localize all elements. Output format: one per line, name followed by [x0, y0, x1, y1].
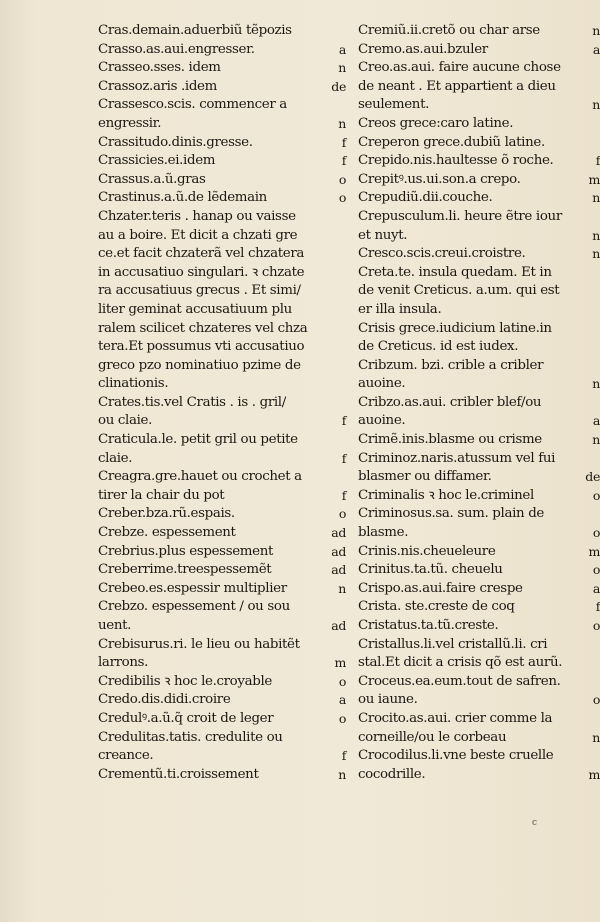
footer-mark: c — [532, 818, 538, 828]
text-line — [358, 598, 600, 617]
grammar-tag: f — [595, 153, 600, 169]
entry-text: Crassoz.aris .idem — [98, 78, 217, 94]
entry-text: greco pzo nominatiuo pzime de — [98, 357, 301, 373]
entry-text: Crimẽ.inis.blasme ou crisme — [358, 432, 542, 448]
text-line — [358, 394, 594, 413]
text-line — [358, 487, 600, 506]
text-line — [358, 320, 594, 339]
entry-text: auoine. — [358, 376, 406, 392]
text-line — [98, 468, 346, 487]
entry-text: de neant . Et appartient a dieu — [358, 78, 556, 94]
entry-text: Crepido.nis.haultesse õ roche. — [358, 153, 554, 169]
grammar-tag: n — [592, 376, 600, 392]
entry-text: engressir. — [98, 115, 162, 131]
grammar-tag: n — [592, 432, 600, 448]
entry-text: Crisis grece.iudicium latine.in — [358, 320, 552, 336]
entry-text: Crinitus.ta.tũ. cheuelu — [358, 562, 503, 578]
entry-text: Cremiũ.ii.cretõ ou char arse — [358, 23, 540, 38]
text-line — [358, 505, 594, 524]
text-line — [98, 691, 346, 710]
grammar-tag: a — [592, 413, 600, 429]
text-line — [358, 152, 600, 171]
text-line — [98, 96, 346, 115]
grammar-tag: f — [341, 748, 346, 764]
grammar-tag: m — [588, 171, 600, 187]
entry-text: corneille/ou le corbeau — [358, 729, 507, 745]
text-line — [98, 375, 346, 394]
text-line — [98, 301, 346, 320]
entry-text: stal.Et dicit a crisis qõ est aurũ. — [358, 655, 563, 671]
text-line — [98, 78, 346, 97]
entry-text: ou claie. — [98, 413, 153, 429]
grammar-tag: f — [341, 487, 346, 503]
entry-text: Crocito.as.aui. crier comme la — [358, 710, 553, 726]
entry-text: Credo.dis.didi.croire — [98, 692, 231, 708]
text-line — [358, 357, 594, 376]
text-line — [358, 729, 600, 748]
entry-text: larrons. — [98, 655, 149, 671]
text-line — [358, 96, 600, 115]
entry-text: blasmer ou diffamer. — [358, 469, 492, 485]
text-line — [98, 264, 346, 283]
grammar-tag: f — [341, 153, 346, 169]
text-line — [98, 357, 346, 376]
entry-text: Creagra.gre.hauet ou crochet a — [98, 469, 302, 485]
grammar-tag: m — [588, 543, 600, 559]
text-line — [98, 673, 346, 692]
entry-text: Cremo.as.aui.bzuler — [358, 41, 488, 57]
grammar-tag: o — [592, 562, 600, 578]
entry-text: clinationis. — [98, 376, 169, 392]
grammar-tag: de — [331, 78, 346, 94]
grammar-tag: o — [338, 673, 346, 689]
text-line — [98, 487, 346, 506]
text-line — [358, 450, 594, 469]
text-line — [98, 710, 346, 729]
text-line — [358, 691, 600, 710]
text-line — [98, 22, 346, 41]
grammar-tag: m — [588, 766, 600, 782]
entry-text: Credulitas.tatis. credulite ou — [98, 729, 283, 745]
entry-text: seulement. — [358, 97, 430, 113]
text-line — [98, 654, 346, 673]
entry-text: Crementũ.ti.croissement — [98, 766, 259, 782]
text-line — [358, 747, 594, 766]
grammar-tag: a — [338, 41, 346, 57]
entry-text: Crebzo. espessement / ou sou — [98, 599, 290, 615]
text-line — [358, 710, 594, 729]
text-line — [98, 171, 346, 190]
entry-text: Crastinus.a.ũ.de lẽdemain — [98, 190, 267, 206]
text-line — [358, 524, 600, 543]
entry-text: Crassesco.scis. commencer a — [98, 97, 287, 113]
text-line — [358, 543, 600, 562]
text-line — [98, 134, 346, 153]
text-line — [98, 617, 346, 636]
grammar-tag: n — [592, 23, 600, 38]
entry-text: ra accusatiuus grecus . Et simi/ — [98, 283, 301, 299]
text-line — [358, 264, 594, 283]
entry-text: Crasseo.sses. idem — [98, 60, 221, 76]
text-line — [98, 766, 346, 785]
grammar-tag: ad — [331, 562, 346, 578]
entry-text: Crassitudo.dinis.gresse. — [98, 134, 253, 150]
entry-text: Credulꝰ.a.ũ.q̃ croit de leger — [98, 710, 274, 726]
text-line — [98, 41, 346, 60]
entry-text: claie. — [98, 450, 133, 466]
entry-text: Crates.tis.vel Cratis . is . gril/ — [98, 394, 286, 410]
text-line — [98, 208, 346, 227]
entry-text: Creta.te. insula quedam. Et in — [358, 264, 552, 280]
text-line — [98, 189, 346, 208]
entry-text: in accusatiuo singulari. ꝛ chzate — [98, 264, 305, 280]
entry-text: Cribzo.as.aui. cribler blef/ou — [358, 394, 542, 410]
entry-text: Crispo.as.aui.faire crespe — [358, 580, 523, 596]
entry-text: Crassus.a.ũ.gras — [98, 171, 206, 187]
grammar-tag: f — [595, 599, 600, 615]
text-line — [358, 412, 600, 431]
grammar-tag: o — [592, 618, 600, 633]
entry-text: Creos grece:caro latine. — [358, 115, 514, 131]
entry-text: et nuyt. — [358, 227, 408, 243]
grammar-tag: ad — [331, 525, 346, 541]
grammar-tag: o — [338, 506, 346, 522]
text-line — [358, 245, 600, 264]
text-line — [358, 59, 594, 78]
grammar-tag: o — [338, 171, 346, 187]
grammar-tag: o — [592, 487, 600, 503]
text-line — [358, 227, 600, 246]
entry-text: liter geminat accusatiuum plu — [98, 301, 292, 317]
grammar-tag: n — [592, 227, 600, 243]
entry-text: ou iaune. — [358, 692, 418, 708]
entry-text: Cristatus.ta.tũ.creste. — [358, 618, 499, 633]
entry-text: Creber.bza.rũ.espais. — [98, 506, 235, 522]
entry-text: blasme. — [358, 525, 409, 541]
grammar-tag: ad — [331, 543, 346, 559]
text-line — [98, 431, 346, 450]
text-line — [358, 636, 594, 655]
grammar-tag: n — [592, 97, 600, 113]
entry-text: Chzater.teris . hanap ou vaisse — [98, 208, 296, 224]
grammar-tag: o — [338, 710, 346, 726]
text-line — [358, 673, 594, 692]
entry-text: de Creticus. id est iudex. — [358, 339, 519, 355]
entry-text: creance. — [98, 748, 154, 764]
entry-text: Cras.demain.aduerbiũ tẽpozis — [98, 23, 292, 38]
entry-text: Creberrime.treespessemẽt — [98, 562, 272, 578]
text-line — [98, 338, 346, 357]
text-line — [98, 152, 346, 171]
text-line — [98, 227, 346, 246]
entry-text: tera.Et possumus vti accusatiuo — [98, 339, 305, 355]
text-line — [358, 468, 600, 487]
text-line — [98, 505, 346, 524]
entry-text: Crepitꝰ.us.ui.son.a crepo. — [358, 171, 521, 187]
text-line — [98, 636, 346, 655]
grammar-tag: o — [592, 692, 600, 708]
text-line — [98, 598, 346, 617]
entry-text: Creperon grece.dubiũ latine. — [358, 134, 545, 150]
text-line — [98, 115, 346, 134]
entry-text: Crista. ste.creste de coq — [358, 599, 515, 615]
entry-text: Creo.as.aui. faire aucune chose — [358, 60, 561, 76]
text-line — [358, 431, 600, 450]
text-line — [358, 189, 600, 208]
text-line — [358, 115, 594, 134]
entry-text: ralem scilicet chzateres vel chza — [98, 320, 308, 336]
entry-text: Crasso.as.aui.engresser. — [98, 41, 255, 57]
text-line — [358, 561, 600, 580]
entry-text: Craticula.le. petit gril ou petite — [98, 432, 298, 448]
text-line — [358, 22, 600, 41]
entry-text: auoine. — [358, 413, 406, 429]
entry-text: Credibilis ꝛ hoc le.croyable — [98, 673, 272, 689]
grammar-tag: f — [341, 413, 346, 429]
grammar-tag: m — [334, 655, 346, 671]
entry-text: Crebrius.plus espessement — [98, 543, 274, 559]
grammar-tag: a — [592, 580, 600, 596]
grammar-tag: n — [338, 580, 346, 596]
entry-text: Crocodilus.li.vne beste cruelle — [358, 748, 554, 764]
text-line — [358, 766, 600, 785]
entry-text: cocodrille. — [358, 766, 426, 782]
text-line — [358, 208, 594, 227]
grammar-tag: o — [338, 190, 346, 206]
grammar-tag: n — [592, 190, 600, 206]
text-line — [358, 654, 594, 673]
text-line — [98, 524, 346, 543]
text-line — [98, 561, 346, 580]
entry-text: Criminosus.sa. sum. plain de — [358, 506, 544, 522]
grammar-tag: de — [585, 469, 600, 485]
text-line — [98, 450, 346, 469]
entry-text: tirer la chair du pot — [98, 487, 225, 503]
grammar-tag: n — [592, 246, 600, 262]
text-line — [98, 282, 346, 301]
grammar-tag: n — [592, 729, 600, 745]
text-line — [358, 338, 594, 357]
text-line — [98, 394, 346, 413]
text-line — [358, 134, 594, 153]
entry-text: Cribzum. bzi. crible a cribler — [358, 357, 544, 373]
grammar-tag: n — [338, 766, 346, 782]
grammar-tag: ad — [331, 618, 346, 633]
entry-text: uent. — [98, 618, 132, 633]
text-line — [358, 78, 594, 97]
text-line — [358, 282, 594, 301]
entry-text: Crebisurus.ri. le lieu ou habitẽt — [98, 636, 300, 652]
text-line — [358, 301, 594, 320]
grammar-tag: a — [592, 41, 600, 57]
entry-text: Cristallus.li.vel cristallũ.li. cri — [358, 636, 548, 652]
entry-text: Cresco.scis.creui.croistre. — [358, 246, 526, 262]
grammar-tag: f — [341, 134, 346, 150]
entry-text: Crebeo.es.espessir multiplier — [98, 580, 287, 596]
left-column — [98, 22, 346, 784]
text-line — [358, 617, 600, 636]
grammar-tag: n — [338, 60, 346, 76]
grammar-tag: n — [338, 115, 346, 131]
entry-text: Crepusculum.li. heure ẽtre iour — [358, 208, 562, 224]
text-line — [358, 580, 600, 599]
entry-text: au a boire. Et dicit a chzati gre — [98, 227, 298, 243]
entry-text: Crepudiũ.dii.couche. — [358, 190, 493, 206]
text-line — [98, 59, 346, 78]
grammar-tag: f — [341, 450, 346, 466]
entry-text: de venit Creticus. a.um. qui est — [358, 283, 560, 299]
text-line — [358, 375, 600, 394]
right-column — [358, 22, 600, 784]
entry-text: Criminoz.naris.atussum vel fui — [358, 450, 556, 466]
entry-text: er illa insula. — [358, 301, 442, 317]
text-line — [358, 171, 600, 190]
entry-text: Crinis.nis.cheueleure — [358, 543, 496, 559]
grammar-tag: o — [592, 525, 600, 541]
text-line — [98, 729, 346, 748]
entry-text: Criminalis ꝛ hoc le.criminel — [358, 487, 534, 503]
text-line — [98, 543, 346, 562]
entry-text: Crassicies.ei.idem — [98, 153, 216, 169]
entry-text: ce.et facit chzaterã vel chzatera — [98, 246, 305, 262]
text-line — [358, 41, 600, 60]
text-line — [98, 580, 346, 599]
entry-text: Croceus.ea.eum.tout de safren. — [358, 673, 561, 689]
text-line — [98, 747, 346, 766]
text-line — [98, 412, 346, 431]
grammar-tag: a — [338, 692, 346, 708]
text-line — [98, 320, 346, 339]
text-line — [98, 245, 346, 264]
entry-text: Crebze. espessement — [98, 525, 236, 541]
